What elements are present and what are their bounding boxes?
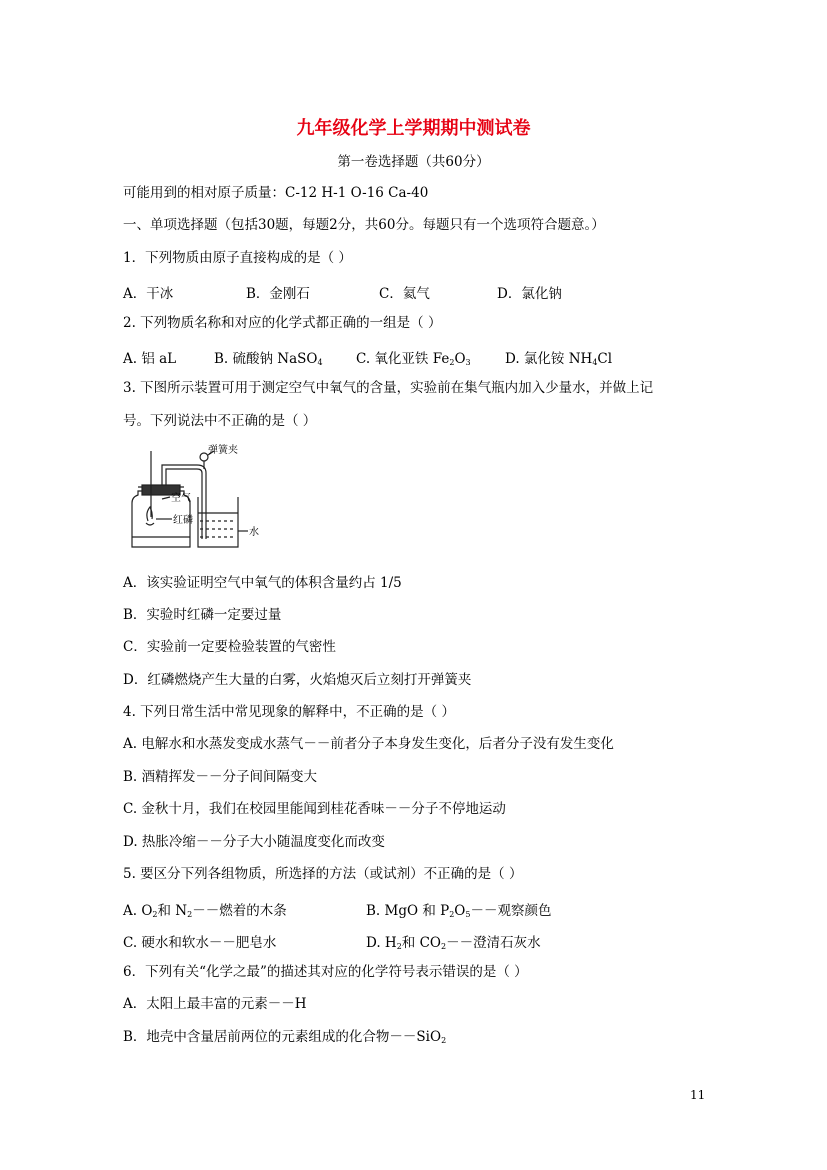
question-2-stem: 2. 下列物质名称和对应的化学式都正确的一组是（ ）	[123, 315, 442, 331]
question-5-option-b: B. MgO 和 $P_2O_5--$观察颜色	[366, 903, 552, 919]
question-4-option-c: C. 金秋十月，我们在校园里能闻到桂花香味－－分子不停地运动	[123, 801, 506, 817]
question-1-option-b: B．金刚石	[246, 286, 310, 302]
section-heading: 一、单项选择题（包括30题，每题2分，共60分。每题只有一个选项符合题意。）	[123, 217, 605, 233]
section-subtitle: 第一卷选择题（共60分）	[337, 154, 490, 170]
question-5-stem: 5. 要区分下列各组物质，所选择的方法（或试剂）不正确的是（ ）	[123, 866, 523, 882]
question-3-option-b: B．实验时红磷一定要过量	[123, 607, 282, 623]
figure-label-clamp: 弹簧夹	[208, 445, 238, 456]
question-4-option-d: D. 热胀冷缩－－分子大小随温度变化而改变	[123, 834, 385, 850]
question-5-option-d: D. $H_2$和 $CO_2--$澄清石灰水	[366, 935, 541, 951]
question-3-option-a: A．该实验证明空气中氧气的体积含量约占 1/5	[123, 575, 402, 591]
question-5-option-a: A. $O_2$和 $N_2--$燃着的木条	[123, 903, 287, 919]
figure-label-phosphorus: 红磷	[173, 515, 193, 526]
question-3-option-c: C．实验前一定要检验装置的气密性	[123, 639, 336, 655]
question-2-option-c: C. 氧化亚铁 $Fe_2O_3$	[356, 351, 471, 367]
question-2-option-d: D. 氯化铵 $NH_4Cl$	[505, 351, 613, 367]
figure-label-water: 水	[249, 527, 259, 538]
oxygen-measurement-apparatus-figure	[122, 443, 272, 555]
question-3-stem-line-1: 3. 下图所示装置可用于测定空气中氧气的含量，实验前在集气瓶内加入少量水，并做上记	[123, 380, 654, 396]
question-4-option-a: A. 电解水和水蒸发变成水蒸气－－前者分子本身发生变化，后者分子没有发生变化	[123, 736, 614, 752]
page-number: 11	[690, 1088, 706, 1102]
question-3-option-d: D．红磷燃烧产生大量的白雾，火焰熄灭后立刻打开弹簧夹	[123, 672, 472, 688]
question-2-option-b: B. 硫酸钠 NaSO$_4$	[214, 351, 323, 367]
question-3-stem-line-2: 号。下列说法中不正确的是（ ）	[123, 413, 317, 429]
figure-label-air: 空气	[171, 493, 191, 504]
question-5-option-c: C. 硬水和软水－－肥皂水	[123, 935, 277, 951]
question-1-option-d: D．氯化钠	[497, 286, 562, 302]
question-4-stem: 4. 下列日常生活中常见现象的解释中，不正确的是（ ）	[123, 704, 455, 720]
question-6-stem: 6．下列有关“化学之最”的描述其对应的化学符号表示错误的是（ ）	[123, 964, 528, 980]
page-title: 九年级化学上学期期中测试卷	[296, 118, 531, 139]
question-1-option-c: C．氦气	[379, 286, 430, 302]
question-6-option-a: A．太阳上最丰富的元素－－H	[123, 996, 307, 1012]
question-6-option-b: B．地壳中含量居前两位的元素组成的化合物－－SiO$_2$	[123, 1029, 447, 1045]
question-4-option-b: B. 酒精挥发－－分子间间隔变大	[123, 769, 318, 785]
question-1-stem: 1．下列物质由原子直接构成的是（ ）	[123, 250, 352, 266]
question-1-option-a: A．干冰	[123, 286, 174, 302]
atomic-masses: 可能用到的相对原子质量：C-12 H-1 O-16 Ca-40	[123, 185, 429, 201]
question-2-option-a: A. 铝 aL	[123, 351, 177, 367]
